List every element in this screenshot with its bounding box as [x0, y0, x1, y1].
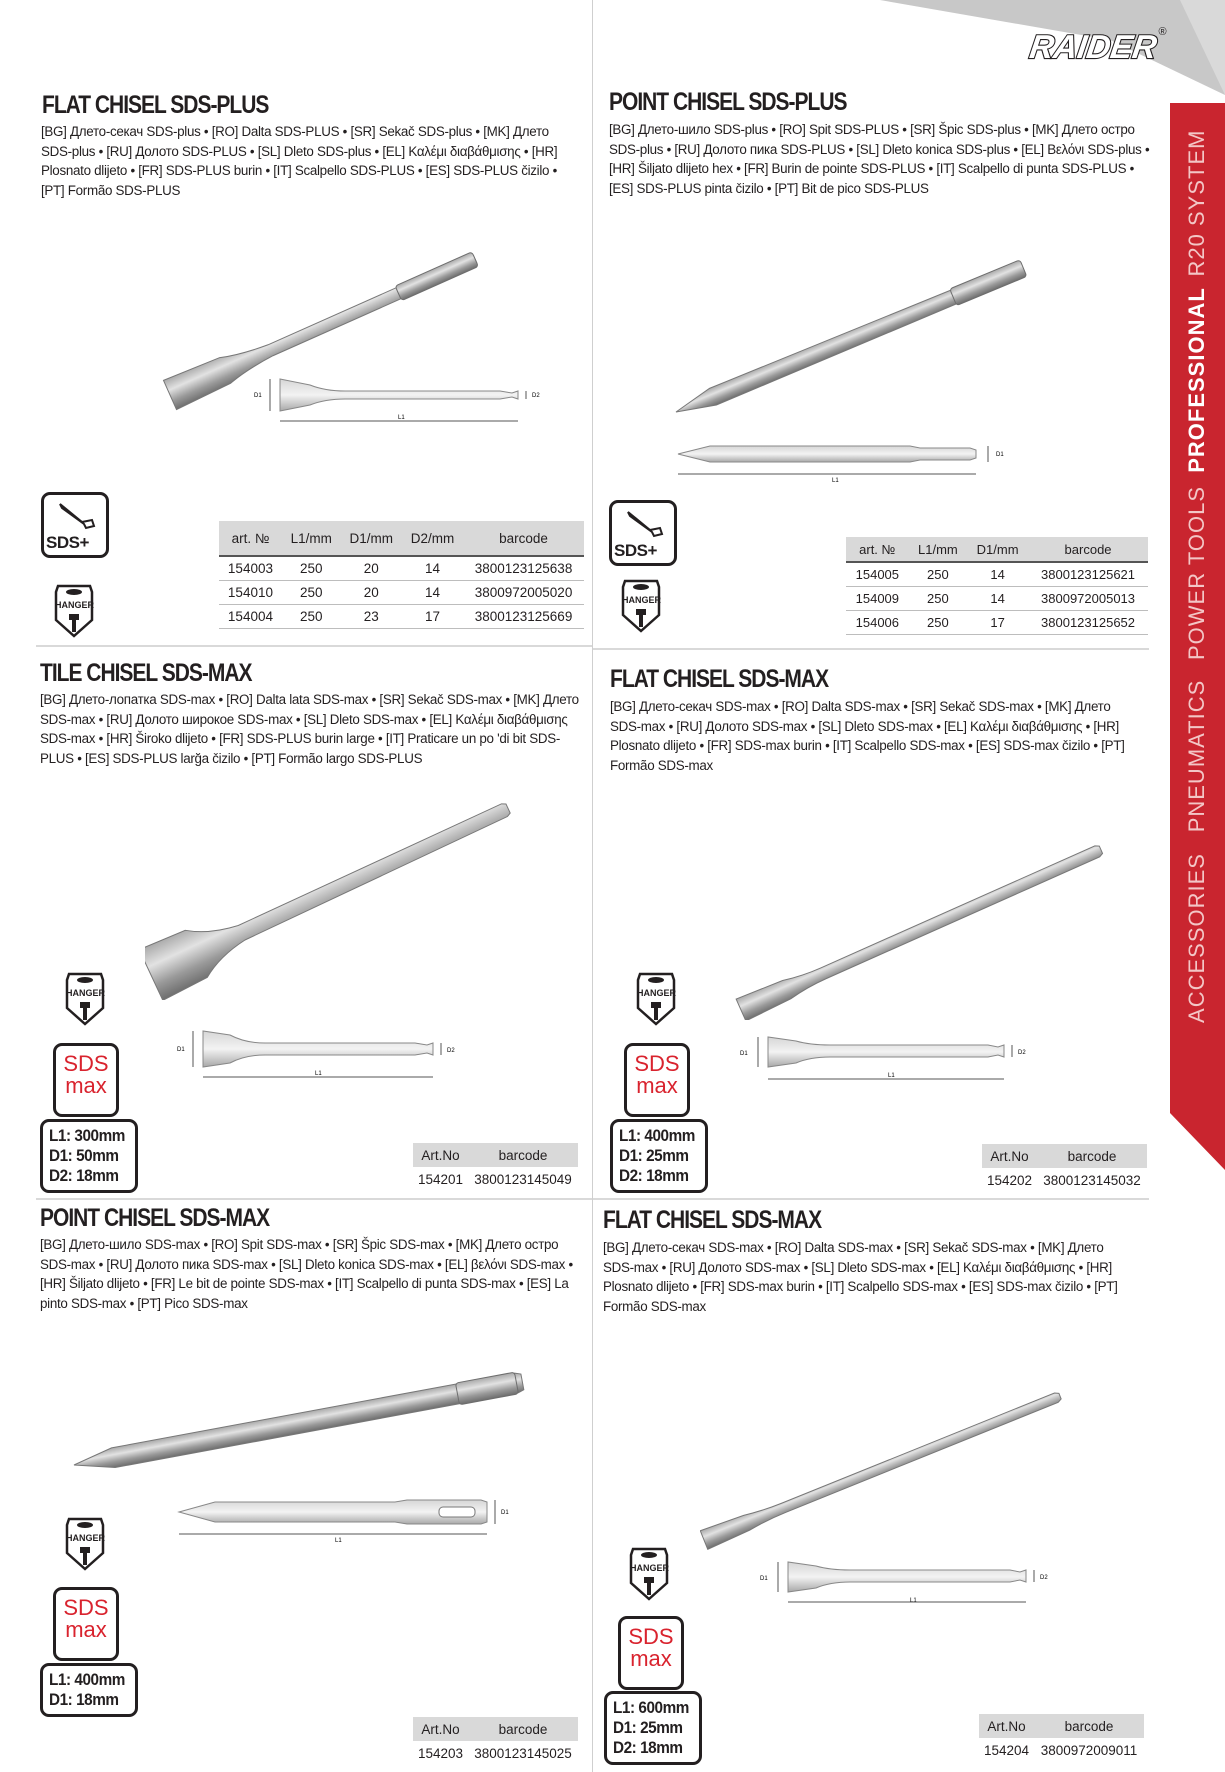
product-title: POINT CHISEL SDS-MAX: [40, 1204, 270, 1232]
product-description: [BG] Длето-лопатка SDS-max • [RO] Dalta lata SDS-max • [SR] Sekač SDS-max • [MK] Длето SDS-max • [RU] Долото широкое SDS-max • [SL] Dleto SDS-max • [EL] Καλέμι διαβάθμισης SDS-max • [HR] Široko dlijeto • [FR] SDS-PLUS burin large • [IT] Praticare un po 'di bit SDS-PLUS • [ES] SDS-PLUS larğa čizilo • [PT] Formão largo SDS-PLUS: [40, 692, 579, 766]
product-title: FLAT CHISEL SDS-MAX: [610, 665, 829, 693]
dim-label-d1: D1: [996, 452, 1004, 458]
chisel-photo: [700, 1370, 1090, 1560]
hanger-label: HANGER: [622, 595, 662, 605]
art-table: [413, 1143, 578, 1191]
col-header: barcode: [498, 1147, 548, 1163]
table-cell: 250: [282, 605, 341, 629]
table-cell: 154009: [846, 587, 909, 611]
table-cell: 17: [402, 605, 463, 629]
hanger-label: HANGER: [66, 988, 106, 998]
chisel-dimension-drawing: [670, 438, 1020, 488]
drill-bit-icon: [44, 498, 106, 534]
chisel-photo: [70, 1365, 540, 1485]
product-description: [BG] Длето-шило SDS-plus • [RO] Spit SDS-PLUS • [SR] Špic SDS-plus • [MK] Длето остро SDS-plus • [RU] Долото пика SDS-PLUS • [SL] Dleto konica SDS-plus • [EL] Βελόνι SDS-plus • [HR] Šiljato dlijeto hex • [FR] Burin de pointe SDS-PLUS • [IT] Scalpello di punta SDS-PLUS • [ES] SDS-PLUS pinta čizilo • [PT] Bit de pico SDS-PLUS: [609, 122, 1150, 196]
sds-max-top: SDS: [63, 1595, 109, 1620]
dim-value: D1: 18mm: [49, 1690, 119, 1709]
sds-max-top: SDS: [63, 1051, 109, 1076]
table-row: [846, 611, 1148, 635]
product-title: FLAT CHISEL SDS-PLUS: [42, 91, 269, 119]
brand-logo-text: RAIDER: [1027, 28, 1160, 65]
sidebar-item-accessories[interactable]: ACCESSORIES: [1184, 853, 1209, 1023]
col-header: Art.No: [421, 1721, 460, 1737]
dimension-box: [40, 1663, 138, 1717]
table-cell: 154003: [219, 556, 282, 581]
table-cell: 154010: [219, 581, 282, 605]
dim-value: D1: 25mm: [613, 1718, 683, 1737]
dim-label-d2: D2: [447, 1048, 455, 1054]
dim-value: L1: 600mm: [613, 1698, 689, 1717]
col-header: D1/mm: [341, 521, 402, 556]
table-cell: 154006: [846, 611, 909, 635]
table-row: [979, 1738, 1144, 1762]
row-divider: [36, 1198, 592, 1200]
table-cell: 154201: [417, 1171, 464, 1187]
hanger-label: HANGER: [630, 1563, 670, 1573]
table-cell: 250: [909, 587, 968, 611]
col-header: barcode: [463, 521, 584, 556]
hanger-label: HANGER: [637, 988, 677, 998]
dim-label-d1: D1: [177, 1047, 185, 1053]
dim-value: D1: 25mm: [619, 1146, 689, 1165]
chisel-dimension-drawing: [760, 1558, 1070, 1613]
table-cell: 154203: [417, 1745, 464, 1761]
col-header: art. №: [846, 537, 909, 562]
row-divider: [36, 645, 592, 647]
col-header: barcode: [1064, 1718, 1114, 1734]
dim-label-d2: D2: [532, 393, 540, 399]
table-cell: 14: [402, 581, 463, 605]
row-divider: [593, 1198, 1149, 1200]
col-header: barcode: [498, 1721, 548, 1737]
product-description: [BG] Длето-секач SDS-plus • [RO] Dalta SDS-PLUS • [SR] Sekač SDS-plus • [MK] Длето SDS-plus • [RU] Долото SDS-PLUS • [SL] Dleto SDS-plus • [EL] Καλέμι διαβάθμισης • [HR] Plosnato dlijeto • [FR] SDS-PLUS burin • [IT] Scalpello SDS-PLUS • [ES] SDS-PLUS čizilo • [PT] Formão SDS-PLUS: [41, 124, 558, 198]
table-row: [413, 1741, 578, 1765]
hanger-icon: [52, 580, 96, 640]
table-cell: 154004: [219, 605, 282, 629]
table-header-row: [982, 1144, 1147, 1168]
sds-max-bottom: max: [636, 1073, 678, 1098]
sds-max-badge: [53, 1043, 119, 1117]
table-header-row: [219, 521, 584, 556]
hanger-icon: [619, 575, 663, 635]
product-description: [BG] Длето-секач SDS-max • [RO] Dalta SDS-max • [SR] Sekač SDS-max • [MK] Длето SDS-max • [RU] Долото SDS-max • [SL] Dleto SDS-max • [EL] Καλέμι διαβάθμισης • [HR] Plosnato dlijeto • [FR] SDS-max burin • [IT] Scalpello SDS-max • [ES] SDS-max čizilo • [PT] Formão SDS-max: [603, 1240, 1118, 1314]
dim-label-d2: D2: [1040, 1575, 1048, 1581]
dim-value: D2: 18mm: [49, 1166, 119, 1185]
hanger-badge: [63, 1513, 107, 1573]
table-row: [846, 562, 1148, 587]
table-cell: 3800123145032: [1043, 1172, 1141, 1188]
table-header-row: [979, 1714, 1144, 1738]
table-cell: 3800123145025: [474, 1745, 572, 1761]
dim-value: L1: 400mm: [619, 1126, 695, 1145]
sds-max-badge: [53, 1587, 119, 1661]
hanger-icon: [63, 1513, 107, 1573]
table-cell: 20: [341, 581, 402, 605]
hanger-badge: [627, 1543, 671, 1603]
dim-value: D2: 18mm: [613, 1738, 683, 1757]
art-table: [979, 1714, 1144, 1762]
sds-max-bottom: max: [65, 1617, 107, 1642]
table-cell: 154204: [983, 1742, 1030, 1758]
col-header: Art.No: [990, 1148, 1029, 1164]
sds-max-top: SDS: [634, 1051, 680, 1076]
table-row: [219, 581, 584, 605]
table-header-row: [413, 1143, 578, 1167]
col-header: art. №: [219, 521, 282, 556]
art-table: [982, 1144, 1147, 1192]
sidebar-item-power-tools[interactable]: POWER TOOLS: [1184, 485, 1209, 661]
column-divider: [592, 0, 593, 1772]
dim-label-l1: L1: [888, 1073, 895, 1079]
table-cell: 3800123125652: [1028, 611, 1148, 635]
product-title: FLAT CHISEL SDS-MAX: [603, 1206, 822, 1234]
spec-table: [219, 521, 584, 629]
sds-max-badge: [624, 1043, 690, 1117]
hanger-badge: [63, 968, 107, 1028]
dim-label-l1: L1: [910, 1598, 917, 1604]
art-table: [413, 1717, 578, 1765]
chisel-dimension-drawing: [250, 375, 550, 445]
table-row: [846, 587, 1148, 611]
sds-plus-label: SDS+: [46, 533, 89, 552]
dim-label-l1: L1: [335, 1538, 342, 1544]
col-header: barcode: [1067, 1148, 1117, 1164]
table-cell: 250: [282, 581, 341, 605]
sds-max-badge: [618, 1616, 684, 1690]
sds-plus-badge: [609, 500, 677, 566]
table-cell: 3800123125621: [1028, 562, 1148, 587]
table-cell: 23: [341, 605, 402, 629]
table-cell: 250: [282, 556, 341, 581]
table-row: [219, 605, 584, 629]
col-header: L1/mm: [282, 521, 341, 556]
dim-label-l1: L1: [398, 415, 405, 421]
dim-label-l1: L1: [315, 1071, 322, 1077]
sds-max-bottom: max: [630, 1646, 672, 1671]
table-row: [982, 1168, 1147, 1192]
sds-max-bottom: max: [65, 1073, 107, 1098]
product-title: TILE CHISEL SDS-MAX: [40, 659, 252, 687]
sds-plus-badge: [41, 492, 109, 558]
sds-plus-label: SDS+: [614, 541, 657, 560]
dimension-box: [40, 1119, 138, 1193]
col-header: Art.No: [987, 1718, 1026, 1734]
hanger-icon: [634, 968, 678, 1028]
table-header-row: [413, 1717, 578, 1741]
drill-bit-icon: [612, 506, 674, 542]
spec-table: [846, 537, 1148, 635]
dim-value: L1: 400mm: [49, 1670, 125, 1689]
table-cell: 17: [967, 611, 1028, 635]
table-cell: 250: [909, 611, 968, 635]
col-header: barcode: [1028, 537, 1148, 562]
table-header-row: [846, 537, 1148, 562]
dim-label-d1: D1: [760, 1576, 768, 1582]
hanger-badge: [619, 575, 663, 635]
table-cell: 250: [909, 562, 968, 587]
brand-logo: [1027, 26, 1167, 66]
dim-label-d1: D1: [254, 393, 262, 399]
sidebar-item-r20-system[interactable]: R20 SYSTEM: [1184, 129, 1209, 277]
table-cell: 3800123125669: [463, 605, 584, 629]
dimension-box: [610, 1119, 708, 1193]
hanger-label: HANGER: [55, 600, 95, 610]
table-row: [219, 556, 584, 581]
col-header: Art.No: [421, 1147, 460, 1163]
hanger-label: HANGER: [66, 1533, 106, 1543]
dim-value: D1: 50mm: [49, 1146, 119, 1165]
dim-label-l1: L1: [832, 478, 839, 484]
sds-max-top: SDS: [628, 1624, 674, 1649]
dim-value: D2: 18mm: [619, 1166, 689, 1185]
table-cell: 14: [967, 562, 1028, 587]
chisel-dimension-drawing: [738, 1033, 1048, 1088]
hanger-icon: [627, 1543, 671, 1603]
dim-label-d1: D1: [501, 1510, 509, 1516]
table-cell: 154202: [986, 1172, 1033, 1188]
table-cell: 154005: [846, 562, 909, 587]
chisel-photo: [670, 240, 1090, 430]
dim-value: L1: 300mm: [49, 1126, 125, 1145]
col-header: D1/mm: [967, 537, 1028, 562]
hanger-badge: [52, 580, 96, 636]
chisel-photo: [145, 800, 545, 1000]
brand-registered-mark: ®: [1158, 26, 1167, 38]
dim-label-d1: D1: [740, 1051, 748, 1057]
hanger-icon: [63, 968, 107, 1028]
table-cell: 3800972005020: [463, 581, 584, 605]
product-description: [BG] Длето-шило SDS-max • [RO] Spit SDS-max • [SR] Špic SDS-max • [MK] Длето остро SDS-max • [RU] Долото пика SDS-max • [SL] Dleto konica SDS-max • [EL] βελόνι SDS-max • [HR] Šiljato dlijeto • [FR] Le bit de pointe SDS-max • [IT] Scalpello di punta SDS-max • [ES] La pinto SDS-max • [PT] Pico SDS-max: [40, 1237, 573, 1311]
table-cell: 3800972009011: [1040, 1742, 1138, 1758]
hanger-badge: [634, 968, 678, 1028]
col-header: D2/mm: [402, 521, 463, 556]
col-header: L1/mm: [909, 537, 968, 562]
product-title: POINT CHISEL SDS-PLUS: [609, 88, 847, 116]
chisel-dimension-drawing: [175, 1492, 535, 1548]
dimension-box: [604, 1691, 702, 1765]
dim-label-d2: D2: [1018, 1050, 1026, 1056]
sidebar-item-professional[interactable]: PROFESSIONAL: [1184, 287, 1209, 473]
chisel-photo: [735, 830, 1135, 1020]
table-cell: 3800972005013: [1028, 587, 1148, 611]
table-cell: 14: [402, 556, 463, 581]
table-cell: 20: [341, 556, 402, 581]
sidebar-item-pneumatics[interactable]: PNEUMATICS: [1184, 679, 1209, 833]
chisel-dimension-drawing: [175, 1025, 465, 1085]
table-row: [413, 1167, 578, 1191]
product-description: [BG] Длето-секач SDS-max • [RO] Dalta SDS-max • [SR] Sekač SDS-max • [MK] Длето SDS-max • [RU] Долото SDS-max • [SL] Dleto SDS-max • [EL] Καλέμι διαβάθμισης • [HR] Plosnato dlijeto • [FR] SDS-max burin • [IT] Scalpello SDS-max • [ES] SDS-max čizilo • [PT] Formão SDS-max: [610, 699, 1125, 773]
table-cell: 3800123125638: [463, 556, 584, 581]
table-cell: 3800123145049: [474, 1171, 572, 1187]
row-divider: [593, 648, 1149, 650]
table-cell: 14: [967, 587, 1028, 611]
